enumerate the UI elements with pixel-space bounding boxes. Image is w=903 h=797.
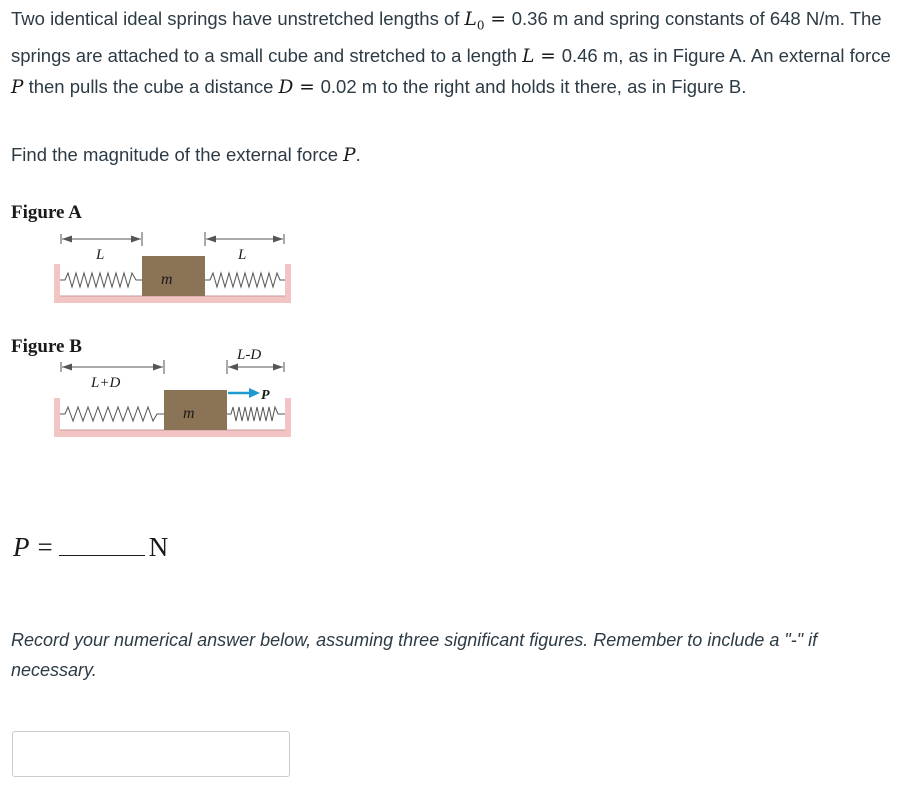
figure-b-right-label: L-D [237, 347, 262, 363]
figure-a-right-label: L [238, 247, 247, 263]
question-text: Find the magnitude of the external force P. [11, 144, 361, 166]
answer-blank [59, 537, 145, 556]
figure-a-left-label: L [96, 247, 105, 263]
figure-a-right-dimension [205, 232, 284, 263]
problem-statement [11, 4, 891, 103]
figure-b-mass-block [164, 390, 227, 430]
figure-b-left-label: L+D [91, 375, 121, 391]
figure-b-mass-label: m [183, 405, 195, 422]
figure-a-left-dimension [61, 232, 142, 263]
D-variable: D [278, 76, 294, 98]
answer-unit: N [148, 532, 169, 562]
problem-text: Two identical ideal springs have unstretched lengths of $L_0 = 0.36$ m and spring constants of 648 N/m. The springs are attached to a small cube and stretched to a length L = 0.46 m, as in Figure A. An external force P then pulls the cube a distance D = 0.02 m to the right and holds it there, as in Figure B. [11, 8, 891, 98]
figure-a-left-spring [60, 273, 142, 287]
figure-b-force-label: P [261, 388, 270, 403]
L-variable: L [522, 45, 535, 67]
figure-b-force-arrow [228, 388, 270, 403]
figure-a-right-spring [205, 273, 285, 287]
figure-b-right-dimension [227, 347, 284, 374]
figure-b-diagram [50, 340, 300, 450]
L0-variable: L [464, 9, 477, 30]
answer-variable: P [13, 532, 30, 562]
answer-expression [13, 532, 168, 563]
figure-b-left-spring [60, 407, 164, 421]
figure-b-right-spring [227, 407, 285, 421]
figure-a-mass-block [142, 256, 205, 296]
figure-b-title: Figure B [11, 336, 82, 357]
answer-equals: = [37, 532, 53, 562]
answer-instruction: Record your numerical answer below, assuming three significant figures. Remember to include a "-" if necessary. [11, 630, 818, 680]
answer-input[interactable] [12, 731, 290, 777]
figure-a-mass-label: m [161, 271, 173, 288]
P-variable: P [11, 76, 24, 98]
figure-a-diagram [50, 226, 300, 316]
figure-b-left-dimension [61, 360, 164, 391]
figure-a-title: Figure A [11, 202, 82, 223]
